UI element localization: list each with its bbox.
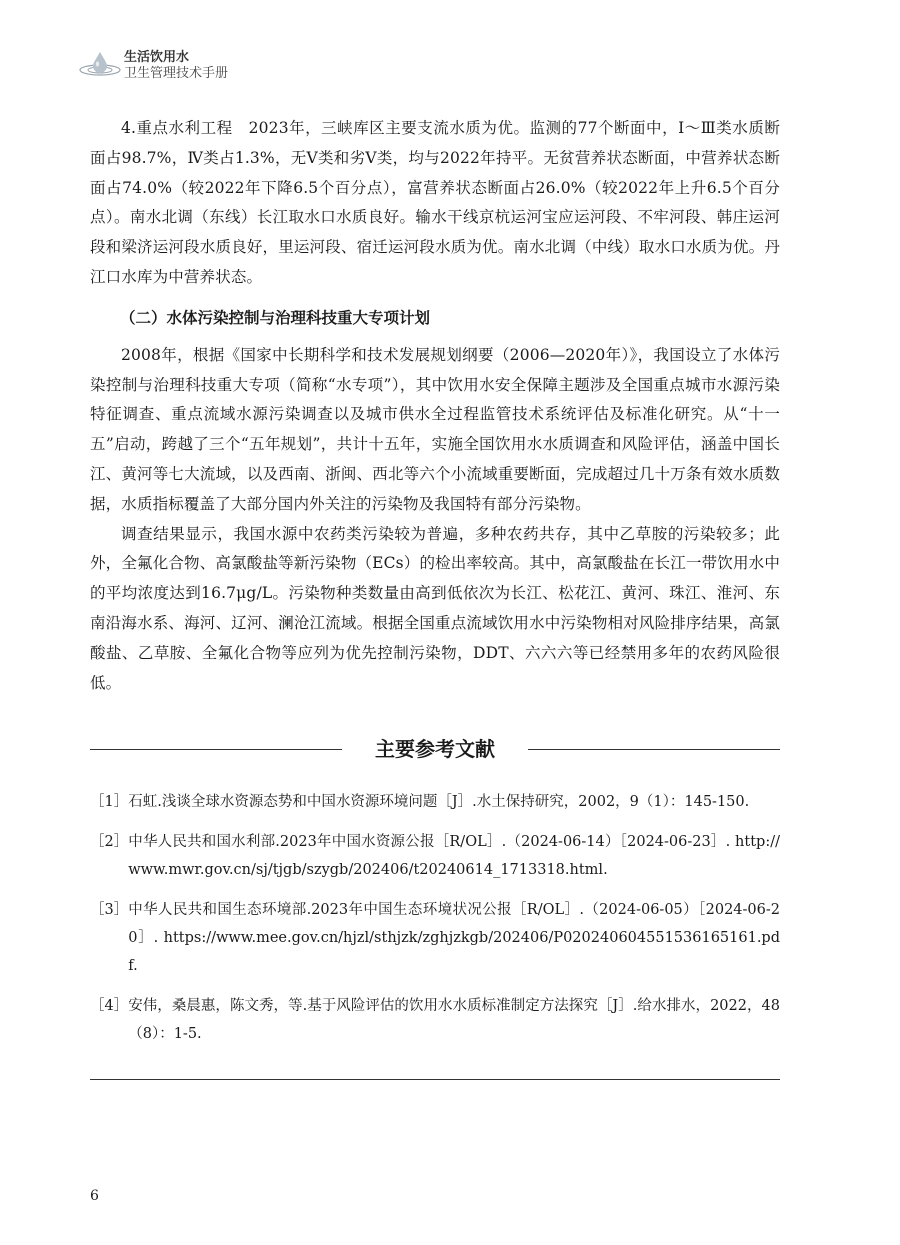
reference-item	[90, 828, 780, 884]
reference-number: ［3］	[90, 902, 129, 918]
paragraph-survey-results: 调查结果显示，我国水源中农药类污染较为普遍，多种农药共存，其中乙草胺的污染较多；此外，全氟化合物、高氯酸盐等新污染物（ECs）的检出率较高。其中，高氯酸盐在长江一带饮用水中的平均浓度达到16.7μg/L。污染物种类数量由高到低依次为长江、松花江、黄河、珠江、淮河、东南沿海水系、海河、辽河、澜沧江流域。根据全国重点流域饮用水中污染物相对风险排序结果，高氯酸盐、乙草胺、全氟化合物等应列为优先控制污染物，DDT、六六六等已经禁用多年的农药风险很低。	[90, 524, 780, 692]
references-heading	[90, 734, 780, 764]
reference-text: 安伟，桑晨惠，陈文秀，等.基于风险评估的饮用水水质标准制定方法探究［J］.给水排水，2022，48（8）：1-5.	[128, 998, 780, 1042]
reference-number: ［1］	[90, 794, 129, 810]
paragraph-water-projects: 4.重点水利工程 2023年，三峡库区主要支流水质为优。监测的77个断面中，Ⅰ～Ⅲ类水质断面占98.7%，Ⅳ类占1.3%，无Ⅴ类和劣Ⅴ类，均与2022年持平。无贫营养状态断面，中营养状态断面占74.0%（较2022年下降6.5个百分点），富营养状态断面占26.0%（较2022年上升6.5个百分点）。南水北调（东线）长江取水口水质良好。输水干线京杭运河宝应运河段、不牢河段、韩庄运河段和梁济运河段水质良好，里运河段、宿迁运河段水质为优。南水北调（中线）取水口水质为优。丹江口水库为中营养状态。	[90, 119, 780, 286]
header-title	[124, 50, 228, 82]
reference-number: ［4］	[90, 998, 129, 1014]
header-title-line1: 生活饮用水	[124, 50, 190, 65]
body-text	[90, 114, 780, 698]
reference-text: 石虹.浅谈全球水资源态势和中国水资源环境问题［J］.水土保持研究，2002，9（1）：145-150.	[128, 794, 750, 810]
reference-item	[90, 788, 780, 816]
page-number: 6	[90, 1188, 99, 1204]
reference-text: 中华人民共和国水利部.2023年中国水资源公报［R/OL］.（2024-06-14）［2024-06-23］. http://www.mwr.gov.cn/sj/tjgb/szygb/202406/t20240614_1713318.html.	[128, 834, 780, 878]
reference-number: ［2］	[90, 834, 129, 850]
reference-item	[90, 896, 780, 980]
heading-rule-right	[528, 749, 780, 750]
bottom-divider	[90, 1079, 780, 1080]
reference-list	[90, 788, 780, 1060]
section-subheading: （二）水体污染控制与治理科技重大专项计划	[120, 308, 431, 327]
reference-text: 中华人民共和国生态环境部.2023年中国生态环境状况公报［R/OL］.（2024-06-05）［2024-06-20］. https://www.mee.gov.cn/hjzl/sthjzk/zghjzkgb/202406/P020240604551536165161.pdf.	[128, 902, 780, 974]
paragraph-water-program: 2008年，根据《国家中长期科学和技术发展规划纲要（2006—2020年）》，我国设立了水体污染控制与治理科技重大专项（简称“水专项”），其中饮用水安全保障主题涉及全国重点城市水源污染特征调查、重点流域水源污染调查以及城市供水全过程监管技术系统评估及标准化研究。从“十一五”启动，跨越了三个“五年规划”，共计十五年，实施全国饮用水水质调查和风险评估，涵盖中国长江、黄河等七大流域，以及西南、浙闽、西北等六个小流域重要断面，完成超过几十万条有效水质数据，水质指标覆盖了大部分国内外关注的污染物及我国特有部分污染物。	[90, 345, 780, 513]
header-title-line2: 卫生管理技术手册	[124, 66, 229, 81]
references-title: 主要参考文献	[375, 737, 495, 761]
reference-item	[90, 992, 780, 1048]
